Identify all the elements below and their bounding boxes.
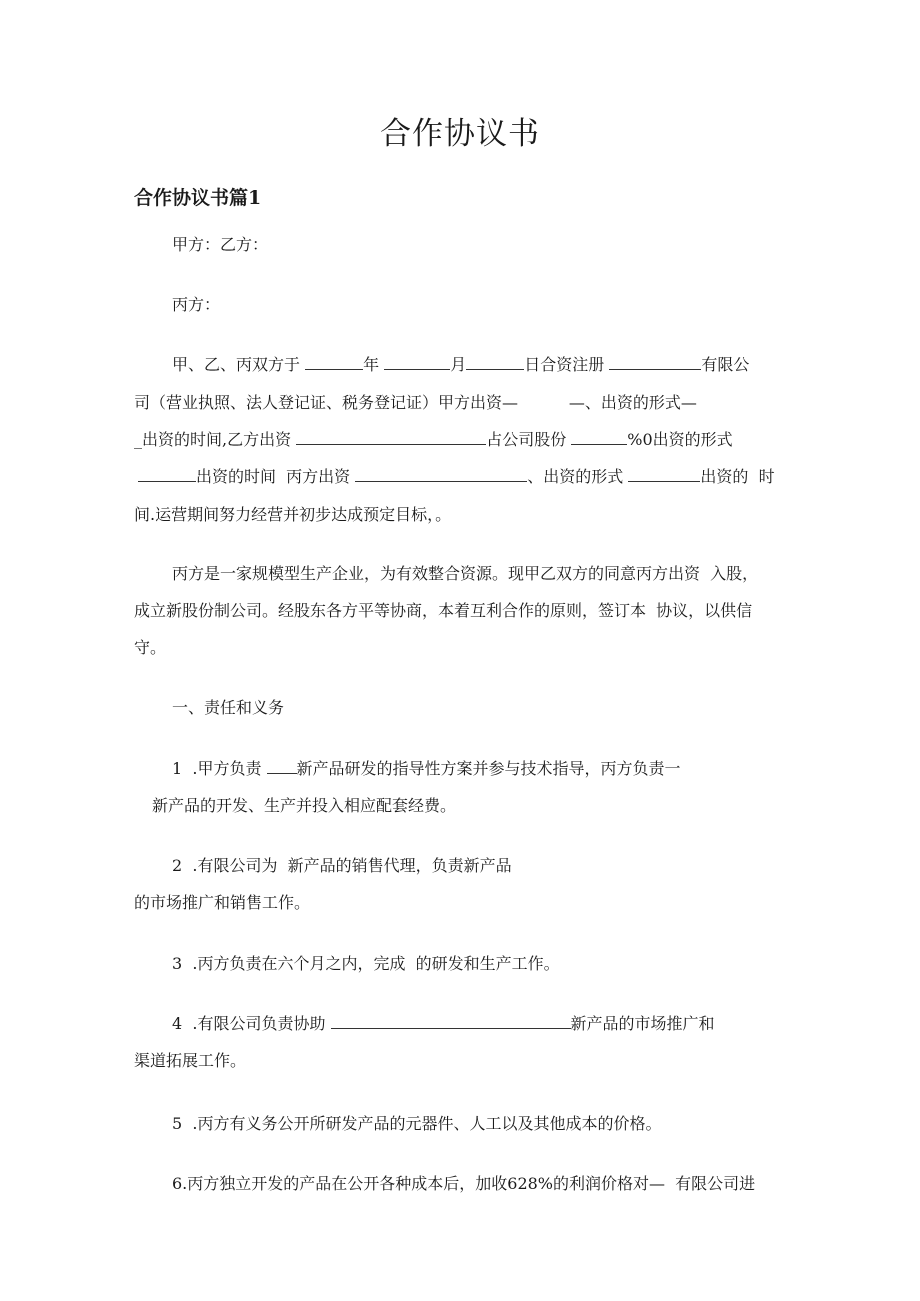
para2-line-2: 成立新股份制公司。经股东各方平等协商，本着互利合作的原则，签订本 协议，以供信 <box>134 601 753 620</box>
intro-text: 甲、乙、丙双方于 <box>172 355 301 374</box>
blank-field <box>355 467 527 482</box>
para2-line-1: 丙方是一家规模型生产企业，为有效整合资源。现甲乙双方的同意丙方出资 入股， <box>172 564 759 583</box>
intro-line-3 <box>134 430 733 450</box>
parties-line-2: 丙方： <box>172 295 221 314</box>
blank-day <box>466 355 524 370</box>
intro-line-1 <box>172 355 749 375</box>
item-2-line-2: 的市场推广和销售工作。 <box>134 893 311 912</box>
intro-text: _出资的时间,乙方出资 <box>134 430 292 449</box>
intro-line-5: 间.运营期间努力经营并初步达成预定目标，。 <box>134 505 452 524</box>
intro-text: 年 <box>363 355 380 374</box>
section-subtitle: 合作协议书篇1 <box>134 187 262 209</box>
intro-text: 出资的 时 <box>700 467 775 486</box>
item-text: 新产品的市场推广和 <box>570 1014 715 1033</box>
intro-text: 出资的时间 丙方出资 <box>196 467 351 486</box>
blank-amount <box>296 430 486 445</box>
blank-month <box>384 355 450 370</box>
blank-field <box>331 1014 571 1029</box>
blank-field <box>138 467 196 482</box>
section-heading: 一、责任和义务 <box>172 698 285 717</box>
blank-company <box>609 355 701 370</box>
item-4-line-1 <box>172 1014 715 1034</box>
item-text: 4 .有限公司负责协助 <box>172 1014 326 1033</box>
item-4-line-2: 渠道拓展工作。 <box>134 1051 247 1070</box>
document-title: 合作协议书 <box>380 116 540 152</box>
item-6: 6.丙方独立开发的产品在公开各种成本后，加收628%的利润价格对— 有限公司进 <box>172 1174 756 1193</box>
blank-share <box>571 430 627 445</box>
item-text: 1 .甲方负责 <box>172 759 262 778</box>
item-2-line-1: 2 .有限公司为 新产品的销售代理，负责新产品 <box>172 856 512 875</box>
intro-text: 日合资注册 <box>524 355 605 374</box>
blank-field <box>628 467 700 482</box>
blank-year <box>305 355 363 370</box>
intro-text: 占公司股份 <box>486 430 567 449</box>
intro-text: 有限公 <box>701 355 750 374</box>
item-1-line-2: 新产品的开发、生产并投入相应配套经费。 <box>152 796 457 815</box>
item-text: 新产品研发的指导性方案并参与技术指导，丙方负责一 <box>296 759 681 778</box>
blank-field <box>267 759 297 774</box>
intro-text: %0出资的形式 <box>627 430 733 449</box>
item-1-line-1 <box>172 759 681 779</box>
intro-text: 月 <box>450 355 467 374</box>
parties-line-1: 甲方：乙方： <box>172 235 269 254</box>
intro-line-4 <box>138 467 775 487</box>
intro-line-2: 司（营业执照、法人登记证、税务登记证）甲方出资— —、出资的形式— <box>134 393 697 412</box>
item-3: 3 .丙方负责在六个月之内，完成 的研发和生产工作。 <box>172 954 560 973</box>
intro-text: 、出资的形式 <box>527 467 624 486</box>
para2-line-3: 守。 <box>134 638 167 657</box>
item-5: 5 .丙方有义务公开所研发产品的元器件、人工以及其他成本的价格。 <box>172 1114 662 1133</box>
